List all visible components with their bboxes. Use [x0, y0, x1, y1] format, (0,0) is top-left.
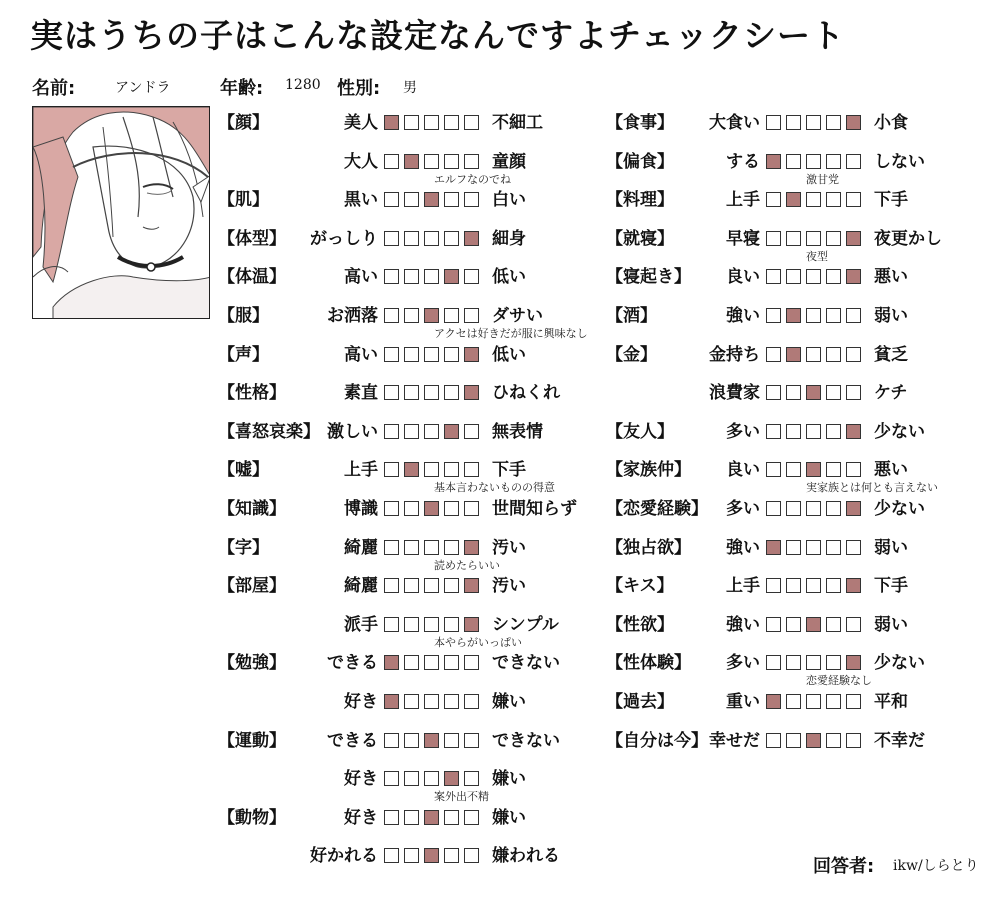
category-label: 【体温】 — [218, 267, 286, 288]
rating-box[interactable] — [806, 424, 821, 439]
rating-box[interactable] — [766, 424, 781, 439]
right-label: 不幸だ — [874, 730, 925, 751]
rating-box-selected[interactable] — [786, 192, 801, 207]
left-label: 好き — [344, 807, 378, 828]
category-label: 【家族仲】 — [606, 460, 691, 481]
checklist-row — [0, 340, 1000, 370]
gender-value: 男 — [403, 80, 417, 96]
gender-label: 性別: — [337, 78, 381, 99]
rating-boxes — [766, 231, 861, 246]
right-label: 少ない — [874, 653, 925, 674]
rating-box[interactable] — [826, 308, 841, 323]
rating-box-selected[interactable] — [444, 771, 459, 786]
rating-box[interactable] — [404, 771, 419, 786]
left-label: 綺麗 — [344, 576, 378, 597]
annotation-note: 本やらがいっぱい — [434, 635, 522, 649]
category-label: 【偏食】 — [606, 151, 674, 172]
left-label: がっしり — [310, 228, 378, 249]
right-label: 嫌われる — [492, 846, 560, 867]
category-label: 【体型】 — [218, 228, 286, 249]
left-label: できる — [327, 653, 378, 674]
right-label: ダサい — [492, 306, 543, 326]
rating-box[interactable] — [826, 424, 841, 439]
checklist-row — [0, 185, 1000, 215]
rating-box[interactable] — [846, 733, 861, 748]
rating-boxes — [766, 154, 861, 169]
checklist-row — [0, 494, 1000, 524]
rating-box[interactable] — [786, 231, 801, 246]
rating-box[interactable] — [464, 848, 479, 863]
right-label: 下手 — [874, 576, 908, 597]
rating-box-selected[interactable] — [786, 347, 801, 362]
rating-box-selected[interactable] — [846, 501, 861, 516]
left-label: 多い — [726, 653, 760, 674]
rating-box[interactable] — [766, 462, 781, 477]
rating-box[interactable] — [384, 848, 399, 863]
left-label: できる — [327, 730, 378, 751]
rating-box[interactable] — [826, 347, 841, 362]
rating-box-selected[interactable] — [846, 655, 861, 670]
category-label: 【喜怒哀楽】 — [218, 421, 320, 442]
left-label: 高い — [344, 344, 378, 365]
annotation-note: 夜型 — [806, 249, 828, 263]
category-label: 【寝起き】 — [606, 267, 691, 288]
rating-box[interactable] — [444, 848, 459, 863]
rating-box[interactable] — [384, 771, 399, 786]
rating-box[interactable] — [826, 115, 841, 130]
right-label: できない — [492, 730, 560, 751]
rating-box[interactable] — [786, 501, 801, 516]
rating-box-selected[interactable] — [846, 231, 861, 246]
rating-box[interactable] — [766, 385, 781, 400]
rating-boxes — [384, 848, 479, 863]
category-label: 【部屋】 — [218, 576, 286, 597]
category-label: 【過去】 — [606, 692, 674, 712]
rating-box[interactable] — [766, 617, 781, 632]
category-label: 【恋愛経験】 — [606, 499, 708, 519]
rating-box[interactable] — [786, 617, 801, 632]
annotation-note: 激甘党 — [806, 172, 839, 186]
left-label: 金持ち — [709, 344, 760, 365]
rating-box[interactable] — [826, 231, 841, 246]
rating-box[interactable] — [766, 115, 781, 130]
left-label: 大食い — [709, 113, 760, 133]
right-label: 下手 — [874, 190, 908, 211]
right-label: 低い — [492, 267, 526, 288]
rating-box[interactable] — [806, 540, 821, 555]
name-label: 名前: — [32, 78, 76, 99]
left-label: 好き — [344, 692, 378, 712]
checklist-row — [0, 301, 1000, 331]
rating-box[interactable] — [444, 810, 459, 825]
rating-box[interactable] — [766, 308, 781, 323]
rating-boxes — [766, 733, 861, 748]
rating-box[interactable] — [786, 154, 801, 169]
annotation-note: 恋愛経験なし — [806, 674, 872, 688]
rating-box-selected[interactable] — [766, 540, 781, 555]
rating-box[interactable] — [806, 501, 821, 516]
rating-box[interactable] — [806, 269, 821, 284]
name-value: アンドラ — [115, 80, 171, 96]
rating-box[interactable] — [826, 385, 841, 400]
rating-boxes — [766, 192, 861, 207]
rating-box[interactable] — [766, 347, 781, 362]
rating-box[interactable] — [766, 733, 781, 748]
rating-box[interactable] — [846, 154, 861, 169]
rating-box[interactable] — [826, 733, 841, 748]
rating-box[interactable] — [846, 617, 861, 632]
rating-boxes — [766, 115, 861, 130]
rating-box[interactable] — [806, 308, 821, 323]
left-label: 強い — [726, 306, 760, 326]
rating-box[interactable] — [806, 115, 821, 130]
category-label: 【勉強】 — [218, 653, 286, 674]
left-label: 強い — [726, 537, 760, 558]
category-label: 【食事】 — [606, 113, 674, 133]
rating-box[interactable] — [786, 462, 801, 477]
rating-boxes — [766, 578, 861, 593]
category-label: 【酒】 — [606, 306, 657, 326]
rating-box[interactable] — [826, 540, 841, 555]
rating-boxes — [384, 810, 479, 825]
rating-box[interactable] — [826, 694, 841, 709]
rating-box-selected[interactable] — [806, 462, 821, 477]
rating-box[interactable] — [826, 655, 841, 670]
right-label: 弱い — [874, 306, 908, 326]
rating-box[interactable] — [846, 694, 861, 709]
category-label: 【知識】 — [218, 499, 286, 519]
right-label: 白い — [492, 190, 526, 211]
rating-box-selected[interactable] — [786, 308, 801, 323]
left-label: 浪費家 — [709, 383, 760, 404]
rating-boxes — [766, 424, 861, 439]
category-label: 【動物】 — [218, 807, 286, 828]
rating-boxes — [766, 385, 861, 400]
left-label: 好き — [344, 769, 378, 790]
left-label: 良い — [726, 267, 760, 288]
right-label: 悪い — [874, 267, 908, 288]
right-label: 夜更かし — [874, 228, 942, 249]
right-label: ケチ — [874, 383, 908, 404]
right-label: 少ない — [874, 421, 925, 442]
right-label: シンプル — [492, 614, 559, 635]
rating-boxes — [766, 540, 861, 555]
right-label: 弱い — [874, 537, 908, 558]
left-label: 幸せだ — [709, 730, 760, 751]
rating-box[interactable] — [826, 617, 841, 632]
right-label: 下手 — [492, 460, 526, 481]
rating-boxes — [766, 501, 861, 516]
left-label: する — [726, 151, 760, 172]
left-label: 多い — [726, 499, 760, 519]
rating-box-selected[interactable] — [424, 810, 439, 825]
rating-box-selected[interactable] — [424, 848, 439, 863]
answerer-label: 回答者: — [813, 856, 875, 877]
category-label: 【友人】 — [606, 421, 674, 442]
rating-boxes — [766, 347, 861, 362]
left-label: 黒い — [344, 190, 378, 211]
left-label: 大人 — [344, 151, 378, 172]
left-label: 高い — [344, 267, 378, 288]
age-value: 1280 — [285, 77, 321, 93]
rating-box-selected[interactable] — [766, 694, 781, 709]
category-label: 【肌】 — [218, 190, 269, 211]
left-label: 上手 — [344, 460, 378, 481]
category-label: 【顔】 — [218, 113, 269, 133]
category-label: 【独占欲】 — [606, 537, 691, 558]
rating-box[interactable] — [806, 192, 821, 207]
rating-box[interactable] — [786, 694, 801, 709]
right-label: 貧乏 — [874, 344, 908, 365]
category-label: 【料理】 — [606, 190, 674, 211]
right-label: できない — [492, 653, 560, 674]
rating-box[interactable] — [766, 231, 781, 246]
rating-box-selected[interactable] — [846, 115, 861, 130]
page-title: 実はうちの子はこんな設定なんですよチェックシート — [30, 16, 846, 55]
left-label: 派手 — [344, 614, 378, 635]
annotation-note: 読めたらいい — [434, 558, 500, 572]
checklist-row — [0, 571, 1000, 601]
rating-box-selected[interactable] — [766, 154, 781, 169]
right-label: 嫌い — [492, 807, 526, 828]
rating-box[interactable] — [846, 347, 861, 362]
right-label: 悪い — [874, 460, 908, 481]
rating-box[interactable] — [846, 540, 861, 555]
rating-box[interactable] — [384, 810, 399, 825]
rating-box[interactable] — [806, 655, 821, 670]
checklist-row — [0, 533, 1000, 563]
left-label: 上手 — [726, 576, 760, 597]
checklist-row — [0, 224, 1000, 263]
rating-box[interactable] — [826, 192, 841, 207]
left-label: お洒落 — [327, 306, 378, 326]
rating-box[interactable] — [766, 501, 781, 516]
rating-boxes — [766, 655, 861, 670]
right-label: しない — [874, 151, 925, 172]
checklist-row — [0, 108, 1000, 138]
right-label: 汚い — [492, 537, 526, 558]
rating-box[interactable] — [404, 810, 419, 825]
rating-box[interactable] — [806, 347, 821, 362]
rating-box[interactable] — [826, 578, 841, 593]
checklist-row — [0, 648, 1000, 688]
right-label: 平和 — [874, 692, 908, 712]
right-label: 少ない — [874, 499, 925, 519]
rating-box[interactable] — [424, 771, 439, 786]
checklist-row — [0, 262, 1000, 292]
rating-box[interactable] — [806, 231, 821, 246]
rating-boxes — [766, 462, 861, 477]
rating-box[interactable] — [766, 655, 781, 670]
rating-box[interactable] — [846, 462, 861, 477]
rating-box[interactable] — [766, 578, 781, 593]
rating-boxes — [766, 617, 861, 632]
left-label: 好かれる — [310, 846, 378, 867]
rating-box[interactable] — [806, 578, 821, 593]
category-label: 【声】 — [218, 344, 269, 365]
left-label: 重い — [726, 692, 760, 712]
left-label: 激しい — [327, 421, 378, 442]
left-label: 上手 — [726, 190, 760, 211]
rating-box[interactable] — [846, 192, 861, 207]
rating-box[interactable] — [464, 810, 479, 825]
rating-box[interactable] — [846, 385, 861, 400]
annotation-note: 案外出不精 — [434, 790, 489, 804]
rating-box[interactable] — [826, 501, 841, 516]
checklist-row — [0, 417, 1000, 447]
left-label: 良い — [726, 460, 760, 481]
rating-box-selected[interactable] — [846, 578, 861, 593]
rating-box[interactable] — [786, 385, 801, 400]
checklist-row — [0, 764, 1000, 804]
left-label: 素直 — [344, 383, 378, 404]
rating-box[interactable] — [404, 848, 419, 863]
category-label: 【キス】 — [606, 576, 674, 597]
rating-box[interactable] — [786, 115, 801, 130]
checklist-row — [0, 378, 1000, 408]
checklist-row — [0, 610, 1000, 640]
rating-box[interactable] — [826, 154, 841, 169]
right-label: 低い — [492, 344, 526, 365]
rating-box[interactable] — [786, 424, 801, 439]
rating-box[interactable] — [464, 771, 479, 786]
annotation-note: 実家族とは何とも言えない — [806, 481, 938, 495]
checklist-row — [0, 687, 1000, 717]
checklist-row — [0, 726, 1000, 756]
rating-boxes — [766, 694, 861, 709]
rating-box[interactable] — [826, 462, 841, 477]
left-label: 美人 — [344, 113, 378, 133]
rating-box[interactable] — [806, 154, 821, 169]
rating-box-selected[interactable] — [846, 269, 861, 284]
category-label: 【金】 — [606, 344, 657, 365]
right-label: ひねくれ — [492, 383, 560, 404]
right-label: 世間知らず — [492, 499, 577, 519]
rating-box-selected[interactable] — [846, 424, 861, 439]
right-label: 細身 — [492, 228, 526, 249]
rating-box-selected[interactable] — [806, 617, 821, 632]
age-label: 年齢: — [220, 78, 264, 99]
rating-box[interactable] — [786, 578, 801, 593]
left-label: 博識 — [344, 499, 378, 519]
category-label: 【自分は今】 — [606, 730, 708, 751]
rating-box[interactable] — [786, 540, 801, 555]
category-label: 【運動】 — [218, 730, 286, 751]
checklist-row — [0, 803, 1000, 833]
right-label: 不細工 — [492, 113, 543, 133]
left-label: 多い — [726, 421, 760, 442]
rating-boxes — [766, 269, 861, 284]
rating-box[interactable] — [766, 269, 781, 284]
right-label: 汚い — [492, 576, 526, 597]
rating-box[interactable] — [786, 733, 801, 748]
annotation-note: エルフなのでね — [434, 172, 511, 186]
rating-box-selected[interactable] — [806, 385, 821, 400]
left-label: 綺麗 — [344, 537, 378, 558]
category-label: 【性欲】 — [606, 614, 674, 635]
right-label: 嫌い — [492, 769, 526, 790]
rating-box[interactable] — [766, 192, 781, 207]
answerer-value: ikw/しらとり — [893, 858, 979, 874]
right-label: 無表情 — [492, 421, 543, 442]
left-label: 強い — [726, 614, 760, 635]
category-label: 【服】 — [218, 306, 269, 326]
left-label: 早寝 — [726, 228, 760, 249]
category-label: 【字】 — [218, 537, 269, 558]
rating-box[interactable] — [846, 308, 861, 323]
annotation-note: アクセは好きだが服に興味なし — [434, 327, 588, 340]
rating-box[interactable] — [786, 269, 801, 284]
rating-box[interactable] — [786, 655, 801, 670]
right-label: 弱い — [874, 614, 908, 635]
rating-box[interactable] — [806, 694, 821, 709]
right-label: 童顔 — [492, 151, 526, 172]
category-label: 【嘘】 — [218, 460, 269, 481]
rating-boxes — [766, 308, 861, 323]
right-label: 嫌い — [492, 692, 526, 712]
right-label: 小食 — [874, 113, 908, 133]
annotation-note: 基本言わないものの得意 — [434, 481, 555, 495]
rating-box[interactable] — [826, 269, 841, 284]
category-label: 【性格】 — [218, 383, 286, 404]
rating-boxes — [384, 771, 479, 786]
category-label: 【性体験】 — [606, 653, 691, 674]
rating-box-selected[interactable] — [806, 733, 821, 748]
category-label: 【就寝】 — [606, 228, 674, 249]
